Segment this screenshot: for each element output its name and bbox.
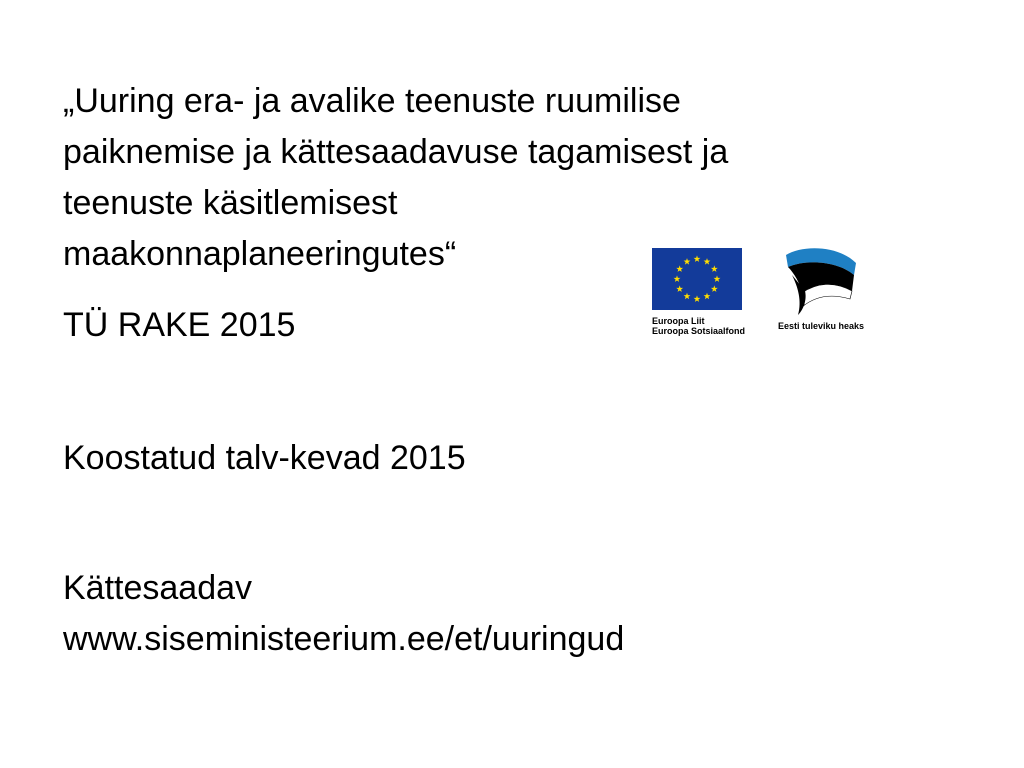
eu-caption: [652, 316, 745, 336]
eu-flag-icon: [652, 248, 742, 310]
estonian-swoosh-svg: [780, 247, 860, 319]
eu-caption-line-1: Euroopa Liit: [652, 316, 705, 326]
source-url[interactable]: www.siseministeerium.ee/et/uuringud: [63, 620, 625, 658]
eu-flag-svg: [652, 248, 742, 310]
title-line-2: paiknemise ja kättesaadavuse tagamisest ja: [63, 133, 729, 171]
org-year-text: TÜ RAKE 2015: [63, 306, 296, 344]
title-line-1: „Uuring era- ja avalike teenuste ruumilise: [63, 82, 681, 120]
title-line-4: maakonnaplaneeringutes“: [63, 235, 457, 273]
slide-title: [63, 76, 893, 280]
estonian-flag-swoosh-icon: [780, 247, 860, 319]
title-line-3: teenuste käsitlemisest: [63, 184, 398, 222]
eu-caption-line-2: Euroopa Sotsiaalfond: [652, 326, 746, 336]
estonia-caption: Eesti tuleviku heaks: [778, 321, 865, 331]
compiled-text: Koostatud talv-kevad 2015: [63, 439, 466, 477]
available-label: Kättesaadav: [63, 569, 253, 607]
